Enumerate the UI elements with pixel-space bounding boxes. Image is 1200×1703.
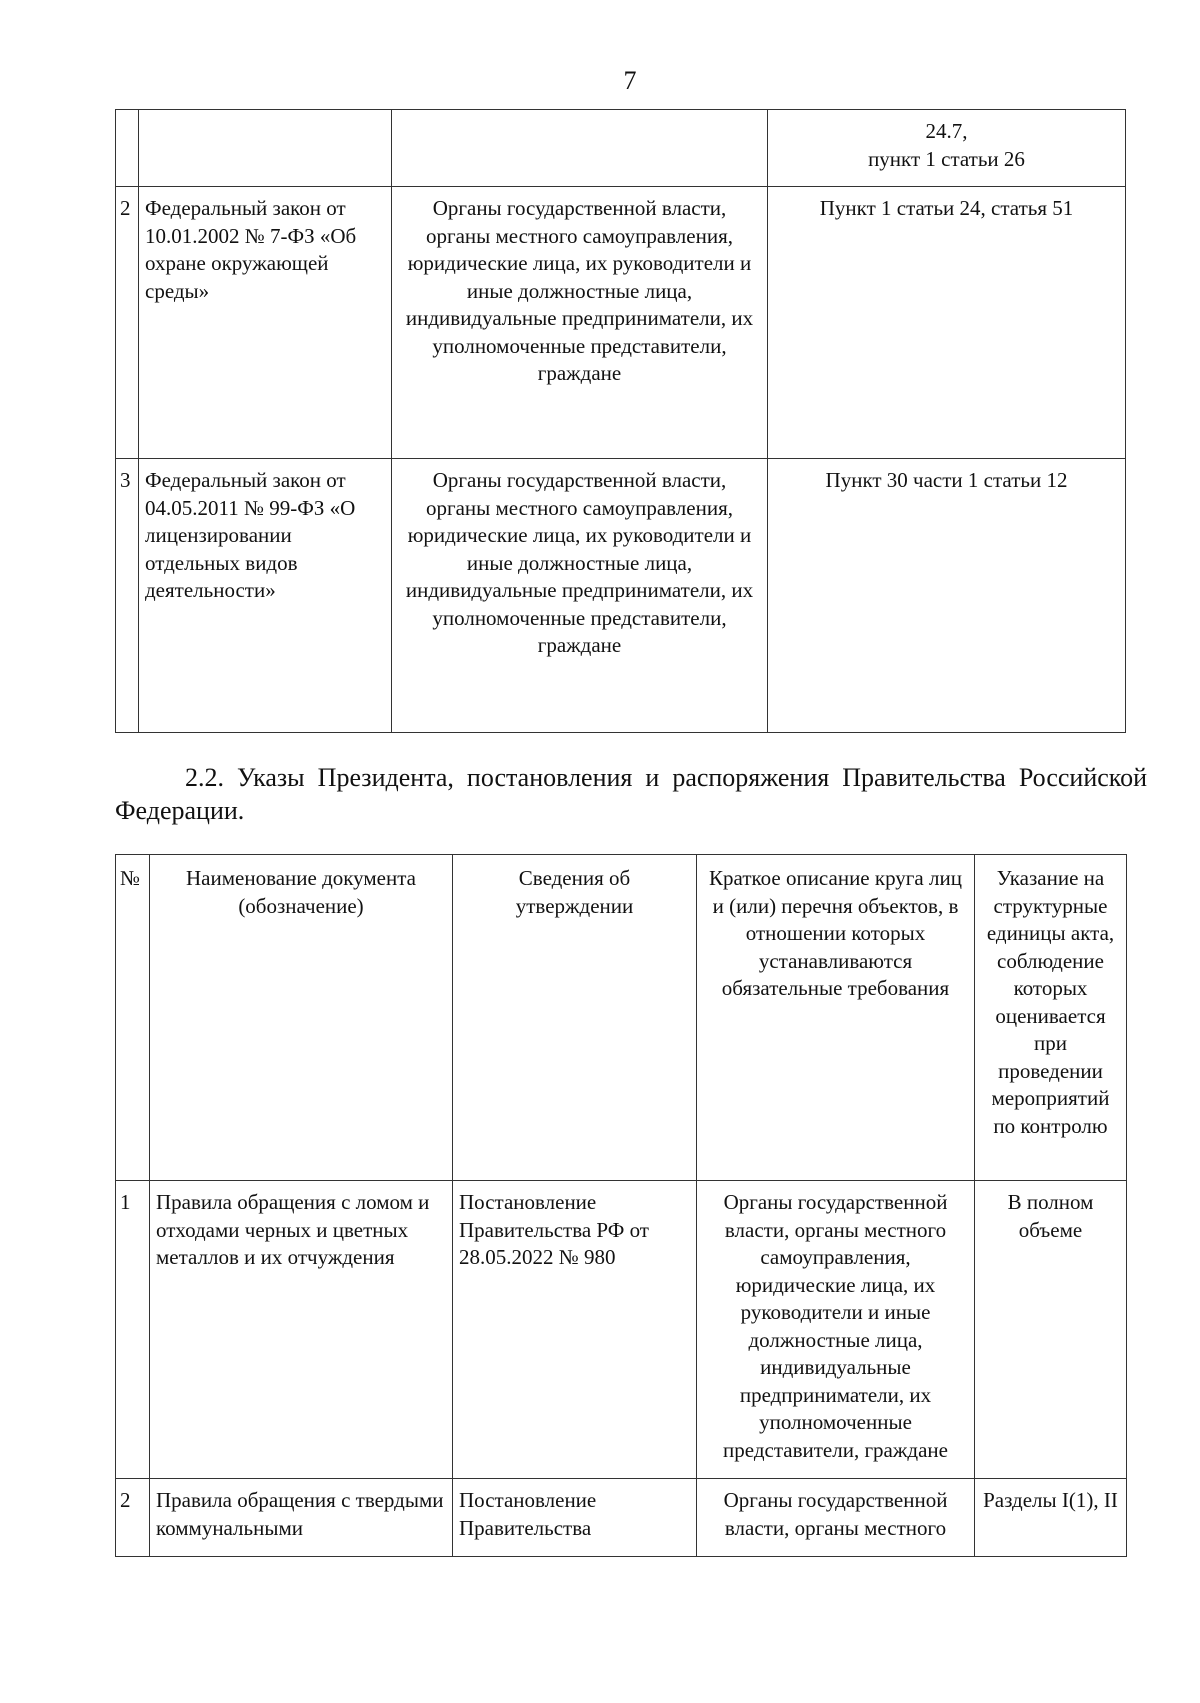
row-number-cell: 2	[116, 1479, 150, 1557]
approval-cell: Постановление Правительства РФ от 28.05.2022 № 980	[453, 1181, 697, 1479]
structural-units-cell: Пункт 30 части 1 статьи 12	[768, 459, 1126, 733]
section-heading: 2.2. Указы Президента, постановления и распоряжения Правительства Российской Федерации.	[115, 763, 1147, 825]
table-row	[116, 187, 1126, 459]
header-subjects-cell: Краткое описание круга лиц и (или) перечня объектов, в отношении которых устанавливаются обязательные требования	[697, 855, 975, 1181]
header-approval-cell: Сведения об утверждении	[453, 855, 697, 1181]
approval-cell: Постановление Правительства	[453, 1479, 697, 1557]
row-number-cell: 2	[116, 187, 139, 459]
page-number: 7	[623, 66, 637, 95]
subjects-cell	[392, 110, 768, 187]
row-number-cell: 1	[116, 1181, 150, 1479]
table-header-row	[116, 855, 1127, 1181]
laws-table-continued	[115, 109, 1126, 733]
decrees-table	[115, 854, 1127, 1557]
table-row	[116, 110, 1126, 187]
row-number-cell	[116, 110, 139, 187]
document-name-cell: Правила обращения с ломом и отходами черных и цветных металлов и их отчуждения	[150, 1181, 453, 1479]
document-name-cell: Правила обращения с твердыми коммунальными	[150, 1479, 453, 1557]
table-row	[116, 459, 1126, 733]
header-name-cell: Наименование документа (обозначение)	[150, 855, 453, 1181]
structural-units-cell: Пункт 1 статьи 24, статья 51	[768, 187, 1126, 459]
structural-units-cell: 24.7, пункт 1 статьи 26	[768, 110, 1126, 187]
structural-units-cell: В полном объеме	[975, 1181, 1127, 1479]
subjects-cell: Органы государственной власти, органы местного	[697, 1479, 975, 1557]
header-units-cell: Указание на структурные единицы акта, соблюдение которых оценивается при проведении мероприятий по контролю	[975, 855, 1127, 1181]
document-cell: Федеральный закон от 10.01.2002 № 7-ФЗ «Об охране окружающей среды»	[139, 187, 392, 459]
structural-units-cell: Разделы I(1), II	[975, 1479, 1127, 1557]
subjects-cell: Органы государственной власти, органы местного самоуправления, юридические лица, их руководители и иные должностные лица, индивидуальные предприниматели, их уполномоченные представители, граждане	[392, 187, 768, 459]
document-cell	[139, 110, 392, 187]
subjects-cell: Органы государственной власти, органы местного самоуправления, юридические лица, их руководители и иные должностные лица, индивидуальные предприниматели, их уполномоченные представители, граждане	[392, 459, 768, 733]
document-cell: Федеральный закон от 04.05.2011 № 99-ФЗ «О лицензировании отдельных видов деятельности»	[139, 459, 392, 733]
row-number-cell: 3	[116, 459, 139, 733]
header-num-cell: №	[116, 855, 150, 1181]
subjects-cell: Органы государственной власти, органы местного самоуправления, юридические лица, их руководители и иные должностные лица, индивидуальные предприниматели, их уполномоченные представители, граждане	[697, 1181, 975, 1479]
table-row	[116, 1479, 1127, 1557]
table-row	[116, 1181, 1127, 1479]
